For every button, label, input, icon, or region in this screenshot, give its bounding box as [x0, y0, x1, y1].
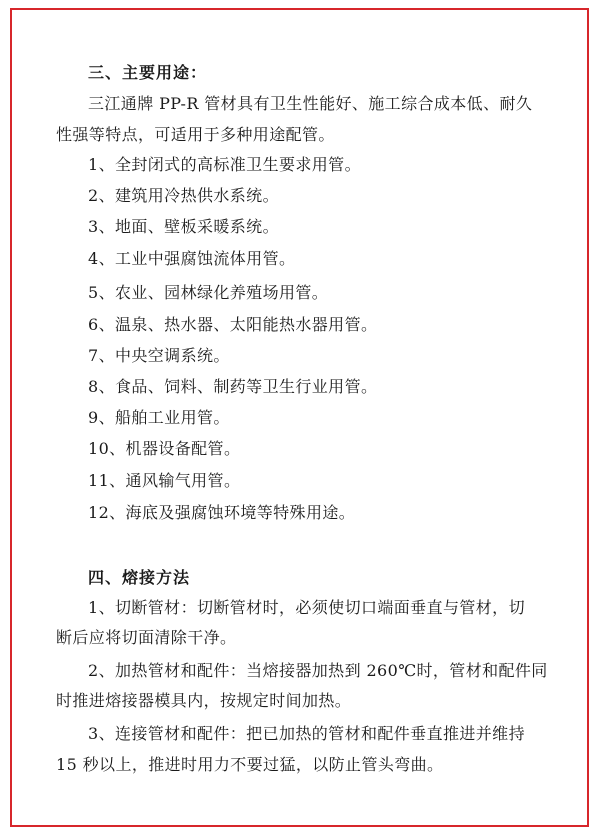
section-3-intro-line-1: 三江通牌 PP-R 管材具有卫生性能好、施工综合成本低、耐久 [88, 94, 533, 113]
list-item: 11、通风输气用管。 [88, 471, 241, 490]
step-2-line-1: 2、加热管材和配件：当熔接器加热到 260℃时，管材和配件同 [88, 661, 548, 680]
list-item: 6、温泉、热水器、太阳能热水器用管。 [88, 315, 378, 334]
section-3-intro-line-2: 性强等特点，可适用于多种用途配管。 [56, 125, 335, 144]
list-item: 7、中央空调系统。 [88, 346, 230, 365]
list-item: 5、农业、园林绿化养殖场用管。 [88, 283, 329, 302]
section-4-heading: 四、熔接方法 [88, 568, 191, 587]
list-item: 8、食品、饲料、制药等卫生行业用管。 [88, 377, 378, 396]
step-3-line-1: 3、连接管材和配件：把已加热的管材和配件垂直推进并维持 [88, 724, 525, 743]
list-item: 12、海底及强腐蚀环境等特殊用途。 [88, 503, 356, 522]
step-2-line-2: 时推进熔接器模具内，按规定时间加热。 [56, 691, 352, 710]
list-item: 10、机器设备配管。 [88, 439, 241, 458]
list-item: 1、全封闭式的高标准卫生要求用管。 [88, 155, 361, 174]
list-item: 2、建筑用冷热供水系统。 [88, 186, 279, 205]
step-1-line-2: 断后应将切面清除干净。 [56, 628, 237, 647]
section-3-heading: 三、主要用途： [88, 63, 208, 82]
list-item: 3、地面、壁板采暖系统。 [88, 217, 279, 236]
step-3-line-2: 15 秒以上，推进时用力不要过猛，以防止管头弯曲。 [56, 755, 444, 774]
list-item: 9、船舶工业用管。 [88, 408, 230, 427]
list-item: 4、工业中强腐蚀流体用管。 [88, 249, 296, 268]
step-1-line-1: 1、切断管材：切断管材时，必须使切口端面垂直与管材，切 [88, 598, 525, 617]
